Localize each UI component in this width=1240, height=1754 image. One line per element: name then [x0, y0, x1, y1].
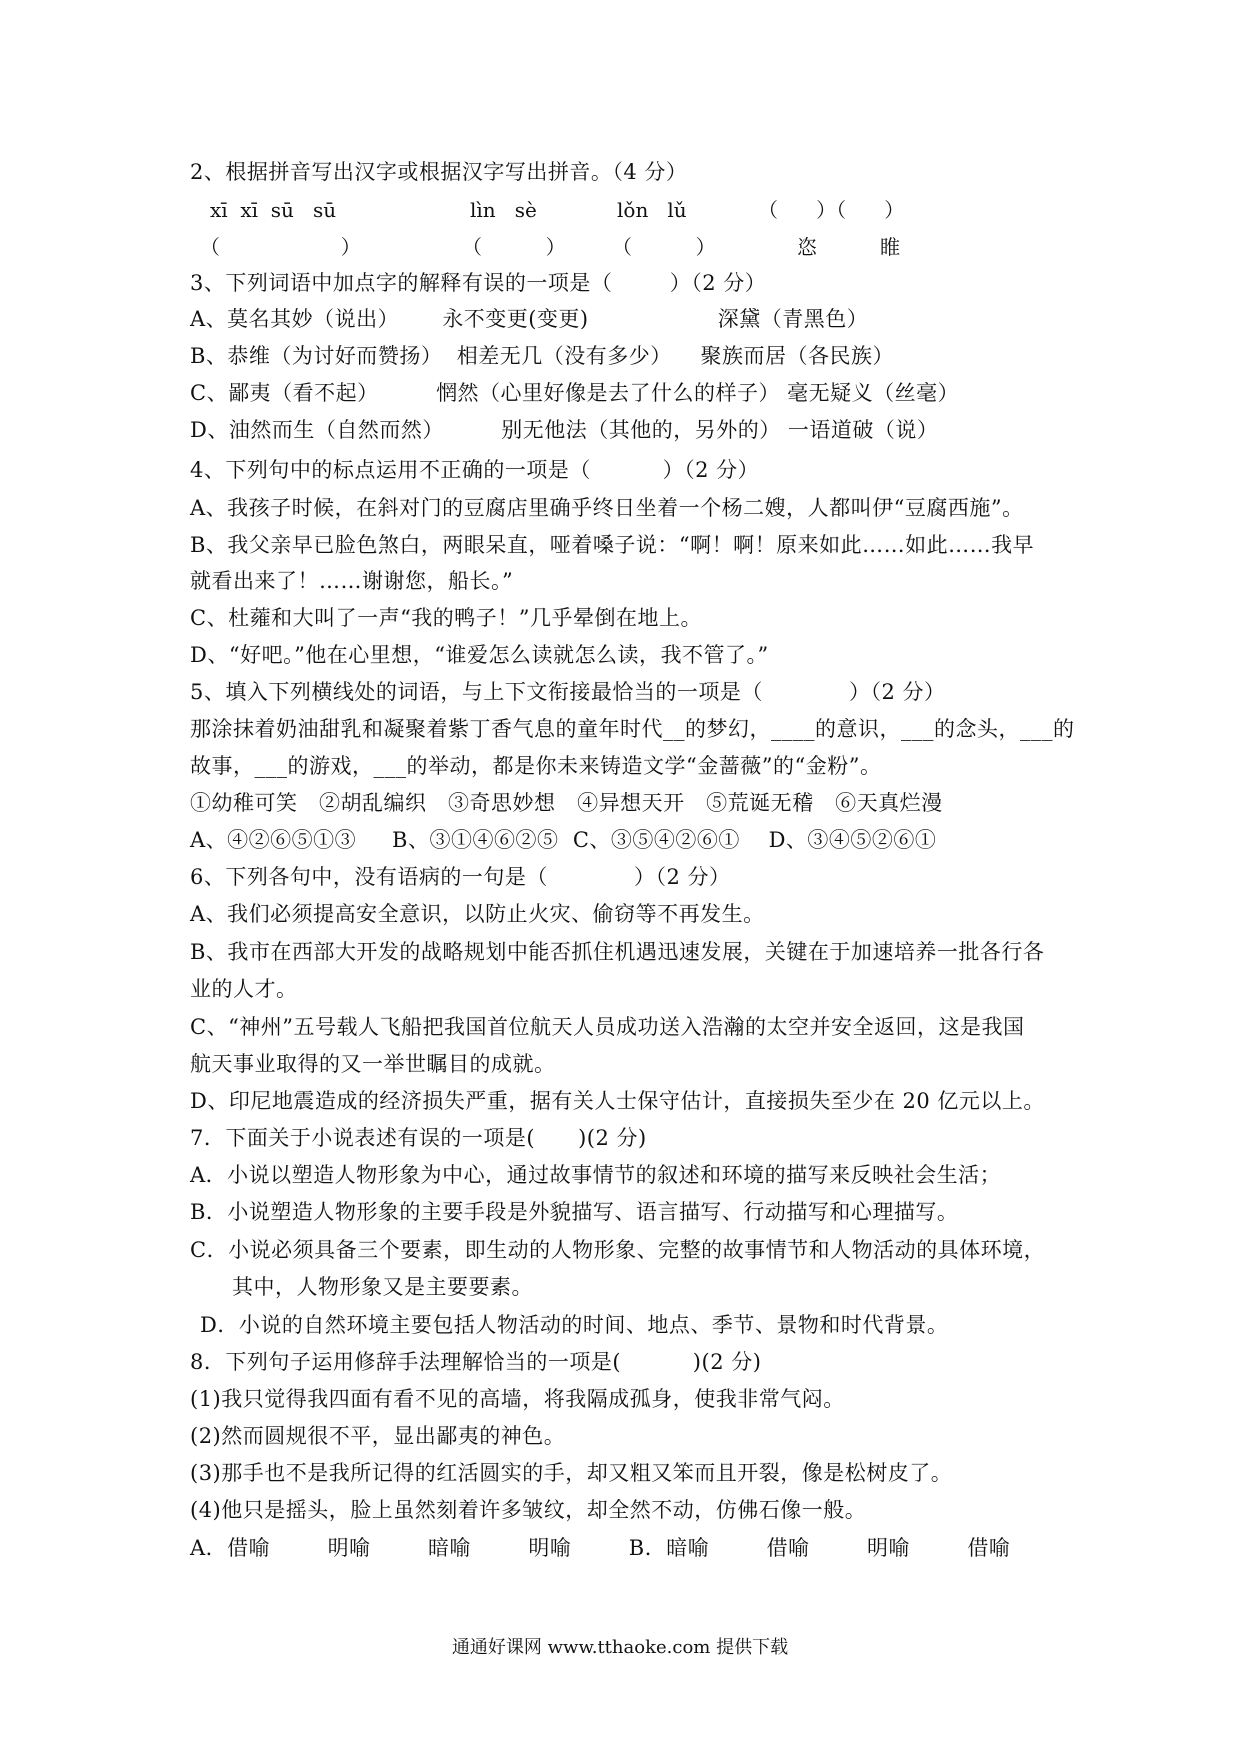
pinyin-linse: lìn sè	[470, 198, 537, 222]
q4-option-a: A、我孩子时候，在斜对门的豆腐店里确乎终日坐着一个杨二嫂，人都叫伊“豆腐西施”。	[190, 496, 1024, 520]
question-7-title: 7．下面关于小说表述有误的一项是( )(2 分)	[190, 1126, 647, 1150]
answer-blank-1: （ ）	[200, 235, 361, 259]
answer-blanks-zisui: （ ）（ ）	[758, 198, 905, 222]
pinyin-xixisusu: xī xī sū sū	[210, 198, 337, 222]
question-8-title: 8．下列句子运用修辞手法理解恰当的一项是( )(2 分)	[190, 1350, 762, 1374]
question-3-title: 3、下列词语中加点字的解释有误的一项是（ ）（2 分）	[190, 271, 767, 295]
q7-option-c-cont: 其中，人物形象又是主要要素。	[232, 1275, 533, 1299]
char-sui: 睢	[880, 235, 900, 259]
question-2-title: 2、根据拼音写出汉字或根据汉字写出拼音。（4 分）	[190, 160, 688, 184]
q4-option-b-cont: 就看出来了！……谢谢您，船长。”	[190, 569, 514, 593]
q8-sentence-4: (4)他只是摇头，脸上虽然刻着许多皱纹，却全然不动，仿佛石像一般。	[190, 1498, 867, 1522]
pinyin-lonlu: lǒn lǔ	[617, 198, 687, 222]
q5-options: A、④②⑥⑤①③ B、③①④⑥②⑤ C、③⑤④②⑥① D、③④⑤②⑥①	[190, 828, 937, 852]
q5-passage-1: 那涂抹着奶油甜乳和凝聚着紫丁香气息的童年时代__的梦幻，____的意识，___的念头，___的	[190, 717, 1075, 741]
q7-option-c: C．小说必须具备三个要素，即生动的人物形象、完整的故事情节和人物活动的具体环境，	[190, 1238, 1046, 1262]
page-footer: 通通好课网 www.tthaoke.com 提供下载	[451, 1637, 789, 1658]
q6-option-a: A、我们必须提高安全意识，以防止火灾、偷窃等不再发生。	[190, 902, 765, 926]
question-6-title: 6、下列各句中，没有语病的一句是（ ）（2 分）	[190, 865, 731, 889]
q7-option-a: A．小说以塑造人物形象为中心，通过故事情节的叙述和环境的描写来反映社会生活；	[190, 1163, 1002, 1187]
answer-blank-3: （ ）	[612, 235, 716, 259]
q4-option-c: C、杜蕹和大叫了一声“我的鸭子！”几乎晕倒在地上。	[190, 606, 703, 630]
q4-option-d: D、“好吧。”他在心里想，“谁爱怎么读就怎么读，我不管了。”	[190, 643, 769, 667]
question-5-title: 5、填入下列横线处的词语，与上下文衔接最恰当的一项是（ ）（2 分）	[190, 680, 946, 704]
q6-option-c-cont: 航天事业取得的又一举世瞩目的成就。	[190, 1052, 556, 1076]
q8-sentence-1: (1)我只觉得我四面有看不见的高墙，将我隔成孤身，使我非常气闷。	[190, 1387, 845, 1411]
q6-option-c: C、“神州”五号载人飞船把我国首位航天人员成功送入浩瀚的太空并安全返回，这是我国	[190, 1015, 1025, 1039]
q6-option-b-cont: 业的人才。	[190, 977, 298, 1001]
q4-option-b: B、我父亲早已脸色煞白，两眼呆直，哑着嗓子说：“啊！啊！原来如此……如此……我早	[190, 533, 1035, 557]
q8-options: A．借喻 明喻 暗喻 明喻 B．暗喻 借喻 明喻 借喻	[190, 1536, 1011, 1560]
q8-sentence-2: (2)然而圆规很不平，显出鄙夷的神色。	[190, 1424, 566, 1448]
q8-sentence-3: (3)那手也不是我所记得的红活圆实的手，却又粗又笨而且开裂，像是松树皮了。	[190, 1461, 953, 1485]
char-zi: 恣	[797, 235, 817, 259]
q6-option-d: D、印尼地震造成的经济损失严重，据有关人士保守估计，直接损失至少在 20 亿元以上。	[190, 1089, 1045, 1113]
q7-option-d: D．小说的自然环境主要包括人物活动的时间、地点、季节、景物和时代背景。	[200, 1313, 949, 1337]
question-4-title: 4、下列句中的标点运用不正确的一项是（ ）（2 分）	[190, 458, 760, 482]
answer-blank-2: （ ）	[462, 235, 566, 259]
q3-option-c: C、鄙夷（看不起） 惘然（心里好像是去了什么的样子） 毫无疑义（丝毫）	[190, 381, 960, 405]
q3-option-d: D、油然而生（自然而然） 别无他法（其他的，另外的） 一语道破（说）	[190, 418, 939, 442]
q7-option-b: B．小说塑造人物形象的主要手段是外貌描写、语言描写、行动描写和心理描写。	[190, 1200, 959, 1224]
q5-passage-2: 故事，___的游戏，___的举动，都是你未来铸造文学“金蔷薇”的“金粉”。	[190, 754, 882, 778]
q5-word-list: ①幼稚可笑 ②胡乱编织 ③奇思妙想 ④异想天开 ⑤荒诞无稽 ⑥天真烂漫	[190, 791, 943, 815]
q3-option-a: A、莫名其妙（说出） 永不变更(变更) 深黛（青黑色）	[190, 307, 869, 331]
q6-option-b: B、我市在西部大开发的战略规划中能否抓住机遇迅速发展，关键在于加速培养一批各行各	[190, 940, 1045, 964]
q3-option-b: B、恭维（为讨好而赞扬） 相差无几（没有多少） 聚族而居（各民族）	[190, 344, 894, 368]
